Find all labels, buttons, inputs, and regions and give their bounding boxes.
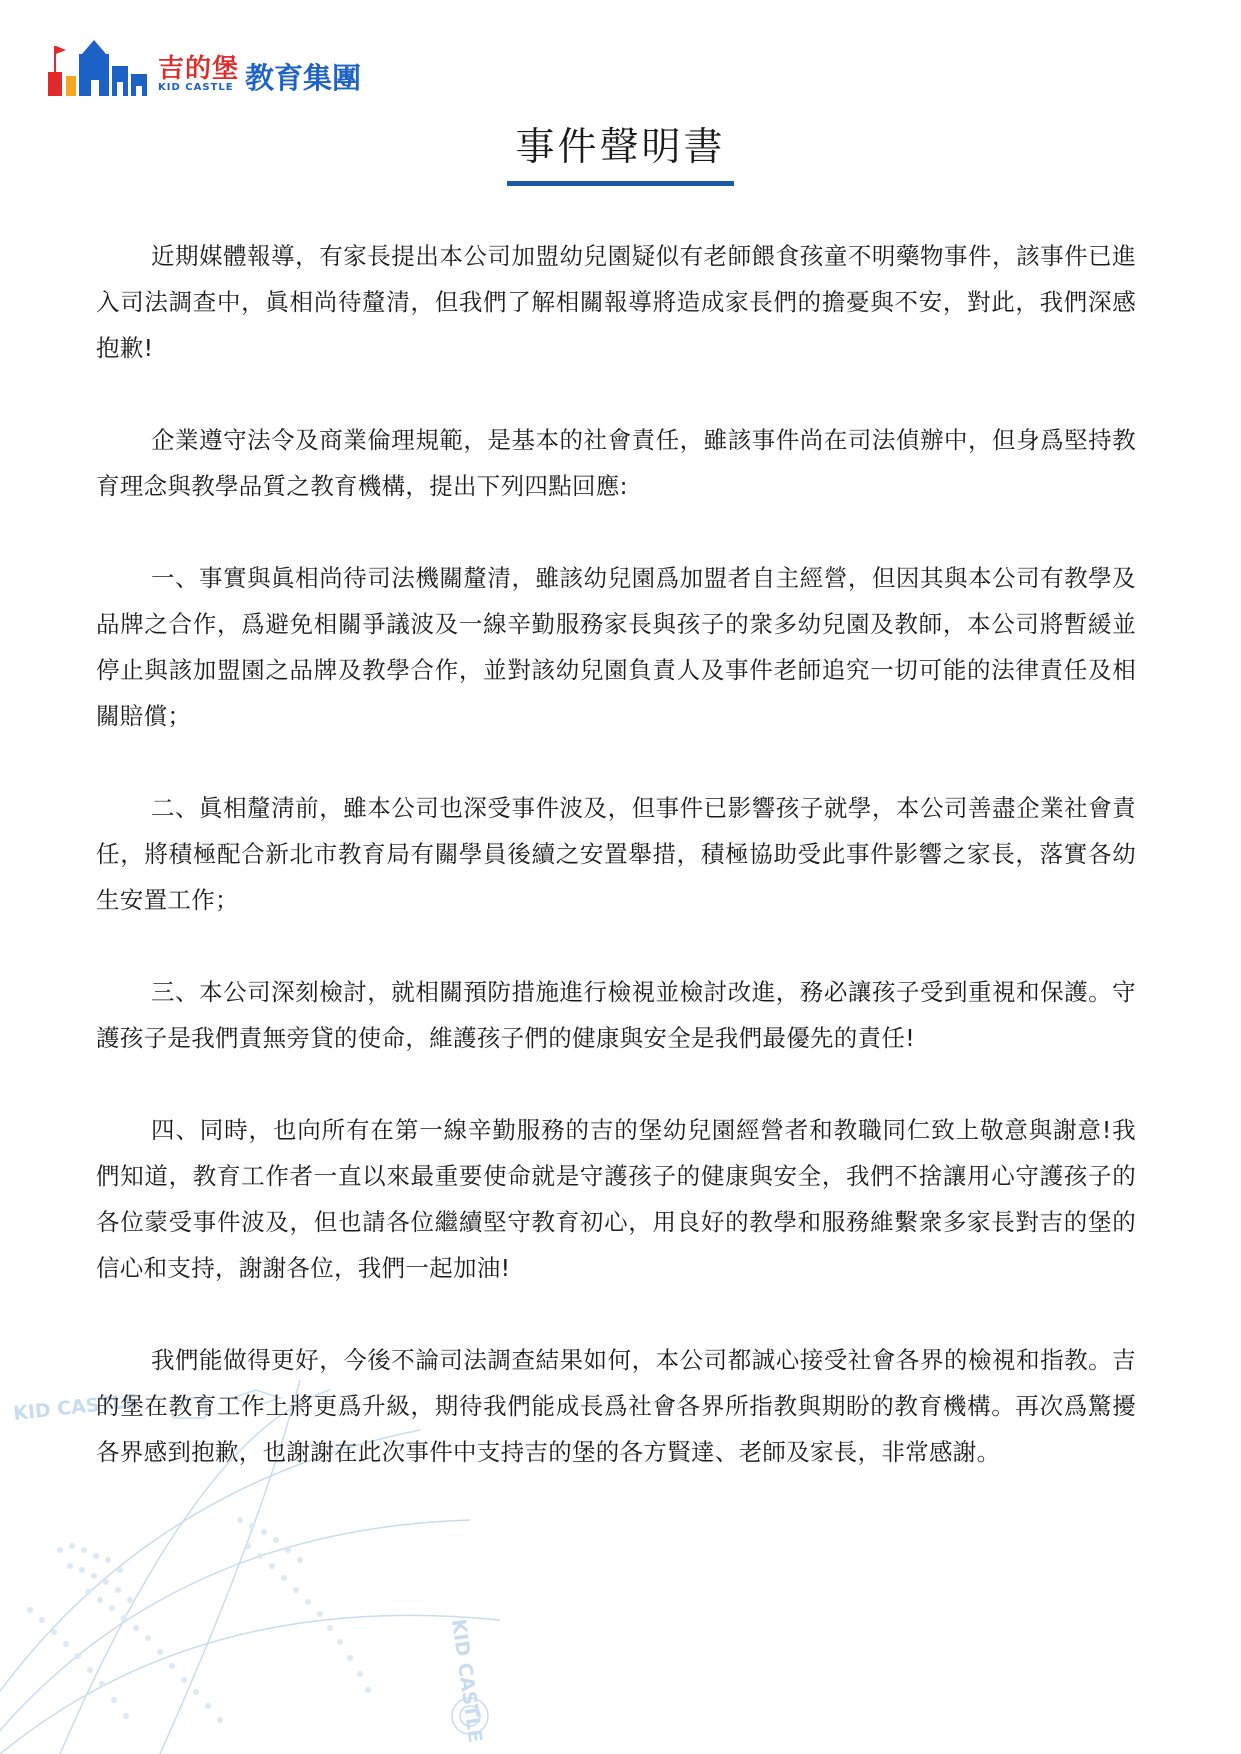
brand-name-chinese: 吉的堡: [158, 54, 240, 84]
brand-name-english: KID CASTLE: [158, 82, 234, 93]
company-logo: [46, 36, 361, 98]
paragraph-intro: 近期媒體報導，有家長提出本公司加盟幼兒園疑似有老師餵食孩童不明藥物事件，該事件已進入司法調查中，眞相尚待釐清，但我們了解相關報導將造成家長們的擔憂與不安，對此，我們深感抱歉!: [96, 242, 1136, 362]
paragraph-responsibility: 企業遵守法令及商業倫理規範，是基本的社會責任，雖該事件尚在司法偵辦中，但身爲堅持教育理念與教學品質之教育機構，提出下列四點回應:: [96, 426, 1136, 500]
statement-body: [96, 233, 1136, 1521]
paragraph-point-3: 三、本公司深刻檢討，就相關預防措施進行檢視並檢討改進，務必讓孩子受到重視和保護。守護孩子是我們責無旁貸的使命，維護孩子們的健康與安全是我們最優先的責任!: [96, 978, 1136, 1052]
castle-logo-icon: [46, 36, 150, 98]
paragraph-point-2: 二、眞相釐淸前，雖本公司也深受事件波及，但事件已影響孩子就學，本公司善盡企業社會責任，將積極配合新北市教育局有關學員後續之安置舉措，積極協助受此事件影響之家長，落實各幼生安置工作；: [96, 794, 1136, 914]
paragraph-point-4: 四、同時，也向所有在第一線辛勤服務的吉的堡幼兒園經營者和教職同仁致上敬意與謝意!我們知道，教育工作者一直以來最重要使命就是守護孩子的健康與安全，我們不捨讓用心守護孩子的各位蒙受事件波及，但也請各位繼續堅守教育初心，用良好的教學和服務維繫衆多家長對吉的堡的信心和支持，謝謝各位，我們一起加油!: [96, 1116, 1136, 1282]
watermark-text-left: KID CASTLE: [12, 1390, 139, 1425]
paragraph-closing: 我們能做得更好，今後不論司法調查結果如何，本公司都誠心接受社會各界的檢視和指教。吉的堡在教育工作上將更爲升級，期待我們能成長爲社會各界所指教與期盼的教育機構。再次爲驚擾各界感到抱歉，也謝謝在此次事件中支持吉的堡的各方賢達、老師及家長，非常感謝。: [96, 1346, 1136, 1466]
title-container: [0, 125, 1241, 186]
document-title: 事件聲明書: [507, 125, 733, 186]
watermark-text-right: KID CASTLE: [447, 1617, 487, 1745]
logo-wordmark: [158, 56, 239, 98]
paragraph-point-1: 一、事實與眞相尚待司法機關釐清，雖該幼兒園爲加盟者自主經營，但因其與本公司有教學及品牌之合作，爲避免相關爭議波及一線辛勤服務家長與孩子的衆多幼兒園及教師，本公司將暫緩並停止與該加盟園之品牌及教學合作，並對該幼兒園負責人及事件老師追究一切可能的法律責任及相關賠償；: [96, 564, 1136, 730]
group-name: 教育集團: [245, 61, 362, 95]
world-dots: [27, 1517, 371, 1723]
